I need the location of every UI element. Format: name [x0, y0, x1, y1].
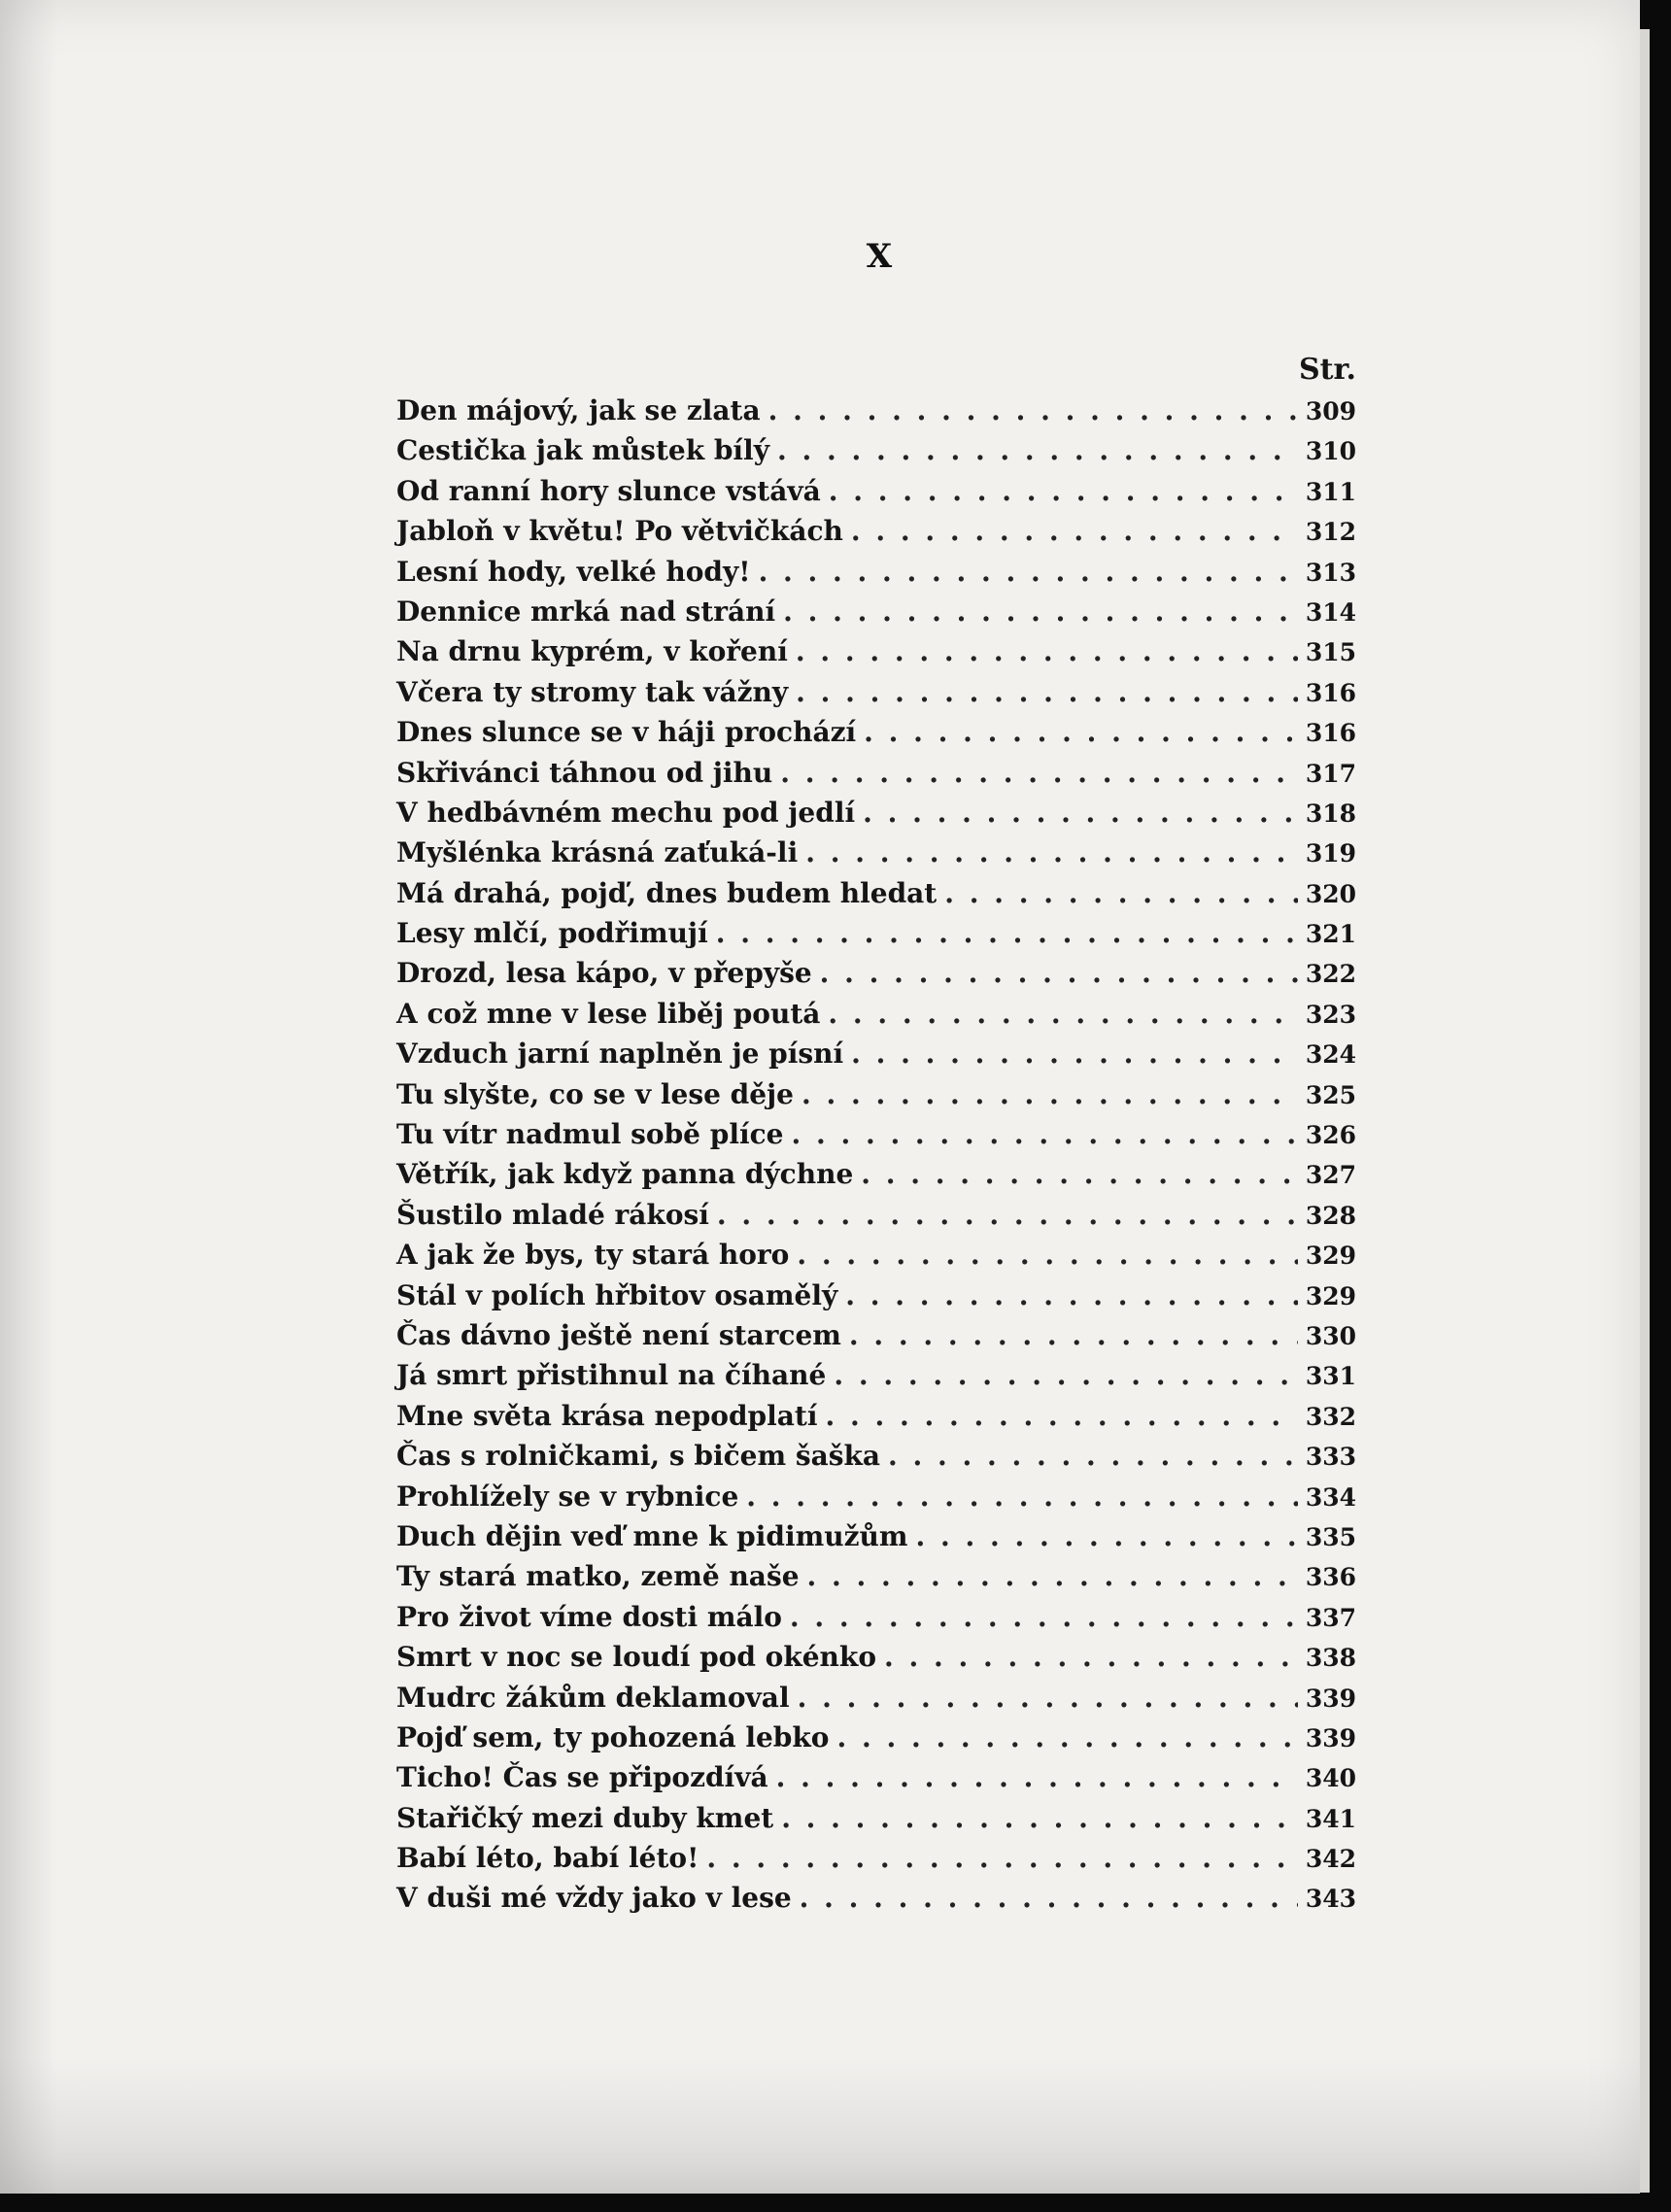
dot-leader — [746, 1477, 1298, 1516]
entry-page-number: 312 — [1305, 518, 1356, 547]
entry-title: A což mne v lese liběj poutá — [396, 997, 821, 1030]
entry-title: Tu vítr nadmul sobě plíce — [396, 1118, 784, 1151]
toc-entry — [396, 1798, 1356, 1838]
dot-leader — [780, 753, 1298, 793]
toc-entry — [396, 712, 1356, 752]
toc-entry — [396, 1678, 1356, 1718]
entry-page-number: 322 — [1305, 960, 1356, 989]
entry-page-number: 311 — [1305, 477, 1356, 506]
toc-entry — [396, 552, 1356, 592]
dot-leader — [884, 1637, 1298, 1677]
dot-leader — [798, 1678, 1298, 1718]
entry-page-number: 316 — [1305, 678, 1356, 707]
entry-page-number: 329 — [1305, 1242, 1356, 1271]
entry-page-number: 334 — [1305, 1482, 1356, 1512]
toc-entry — [396, 833, 1356, 872]
dot-leader — [864, 712, 1298, 752]
dot-leader — [851, 1034, 1298, 1073]
toc-entry — [396, 430, 1356, 470]
toc-entries — [396, 391, 1356, 1919]
dot-leader — [783, 592, 1298, 631]
entry-title: Pojď sem, ty pohozená lebko — [396, 1720, 830, 1753]
dot-leader — [836, 1718, 1298, 1757]
entry-page-number: 326 — [1305, 1121, 1356, 1150]
entry-page-number: 325 — [1305, 1080, 1356, 1109]
toc-entry — [396, 913, 1356, 953]
dot-leader — [828, 994, 1298, 1034]
page-column-header: Str. — [1298, 353, 1356, 387]
toc-entry — [396, 1718, 1356, 1757]
toc-entry — [396, 631, 1356, 671]
entry-page-number: 321 — [1305, 920, 1356, 949]
toc-entry — [396, 873, 1356, 913]
entry-title: Čas dávno ještě není starcem — [396, 1318, 841, 1351]
entry-page-number: 315 — [1305, 638, 1356, 667]
dot-leader — [820, 953, 1298, 993]
page-edge-strip — [1640, 29, 1650, 2193]
dot-leader — [777, 430, 1298, 470]
toc-entry — [396, 1516, 1356, 1556]
entry-title: Mne světa krása nepodplatí — [396, 1399, 818, 1432]
dot-leader — [790, 1597, 1298, 1637]
entry-page-number: 320 — [1305, 879, 1356, 908]
entry-title: Jabloň v květu! Po větvičkách — [396, 515, 843, 548]
entry-title: Drozd, lesa kápo, v přepyše — [396, 957, 812, 990]
entry-page-number: 318 — [1305, 799, 1356, 828]
dot-leader — [845, 1276, 1298, 1315]
entry-title: Lesní hody, velké hody! — [396, 555, 751, 588]
entry-title: Od ranní hory slunce vstává — [396, 474, 821, 507]
entry-page-number: 342 — [1305, 1845, 1356, 1874]
toc-entry — [396, 1235, 1356, 1275]
toc-entry — [396, 1195, 1356, 1235]
entry-title: Ty stará matko, země naše — [396, 1560, 800, 1593]
toc-entry — [396, 1074, 1356, 1114]
entry-title: Lesy mlčí, podřimují — [396, 917, 708, 950]
toc-entry — [396, 1757, 1356, 1797]
toc-entry — [396, 1477, 1356, 1516]
entry-page-number: 335 — [1305, 1522, 1356, 1551]
entry-title: Den májový, jak se zlata — [396, 394, 761, 426]
entry-title: A jak že bys, ty stará horo — [396, 1239, 790, 1272]
entry-page-number: 336 — [1305, 1563, 1356, 1592]
toc-entry — [396, 1396, 1356, 1436]
entry-title: Pro život víme dosti málo — [396, 1600, 782, 1633]
entry-title: Myšlénka krásná zaťuká-li — [396, 836, 799, 869]
toc-entry — [396, 1154, 1356, 1194]
entry-page-number: 343 — [1305, 1885, 1356, 1914]
dot-leader — [796, 631, 1298, 671]
entry-page-number: 339 — [1305, 1684, 1356, 1713]
dot-leader — [759, 552, 1298, 592]
entry-page-number: 331 — [1305, 1362, 1356, 1391]
entry-title: V hedbávném mechu pod jedlí — [396, 796, 856, 829]
toc-entry — [396, 1315, 1356, 1355]
entry-page-number: 319 — [1305, 839, 1356, 868]
toc-entry — [396, 1114, 1356, 1154]
toc-entry — [396, 1838, 1356, 1878]
dot-leader — [781, 1798, 1298, 1838]
entry-title: Dennice mrká nad strání — [396, 595, 776, 628]
entry-page-number: 340 — [1305, 1764, 1356, 1793]
entry-title: Cestička jak můstek bílý — [396, 434, 769, 467]
scan-border — [1640, 0, 1671, 2212]
entry-title: Ticho! Čas se připozdívá — [396, 1761, 768, 1794]
entry-title: Tu slyšte, co se v lese děje — [396, 1077, 794, 1110]
toc-entry — [396, 471, 1356, 511]
entry-page-number: 328 — [1305, 1201, 1356, 1230]
entry-page-number: 333 — [1305, 1443, 1356, 1472]
entry-page-number: 330 — [1305, 1321, 1356, 1350]
entry-page-number: 317 — [1305, 759, 1356, 788]
entry-title: V duši mé vždy jako v lese — [396, 1882, 792, 1915]
dot-leader — [849, 1315, 1298, 1355]
entry-page-number: 316 — [1305, 719, 1356, 748]
dot-leader — [834, 1355, 1298, 1395]
dot-leader — [801, 1074, 1298, 1114]
dot-leader — [944, 873, 1298, 913]
dot-leader — [797, 1235, 1298, 1275]
dot-leader — [888, 1436, 1298, 1476]
toc-entry — [396, 994, 1356, 1034]
entry-title: Vzduch jarní naplněn je písní — [396, 1038, 844, 1071]
entry-title: Já smrt přistihnul na číhané — [396, 1359, 827, 1392]
entry-title: Skřivánci táhnou od jihu — [396, 756, 773, 789]
entry-title: Dnes slunce se v háji prochází — [396, 716, 857, 749]
entry-title: Čas s rolničkami, s bičem šaška — [396, 1440, 881, 1473]
toc-entry — [396, 1276, 1356, 1315]
dot-leader — [851, 511, 1298, 551]
dot-leader — [861, 1154, 1298, 1194]
dot-leader — [717, 1195, 1298, 1235]
entry-page-number: 327 — [1305, 1161, 1356, 1190]
toc-entry — [396, 753, 1356, 793]
entry-title: Včera ty stromy tak vážny — [396, 675, 789, 708]
dot-leader — [776, 1757, 1298, 1797]
toc-entry — [396, 592, 1356, 631]
dot-leader — [796, 672, 1298, 712]
dot-leader — [915, 1516, 1298, 1556]
entry-title: Duch dějin veď mne k pidimužům — [396, 1519, 908, 1552]
toc-entry — [396, 1878, 1356, 1918]
entry-page-number: 341 — [1305, 1804, 1356, 1833]
entry-title: Šustilo mladé rákosí — [396, 1198, 709, 1231]
entry-page-number: 329 — [1305, 1281, 1356, 1310]
entry-title: Prohlížely se v rybnice — [396, 1480, 739, 1513]
toc-entry — [396, 1637, 1356, 1677]
toc-entry — [396, 793, 1356, 833]
entry-page-number: 309 — [1305, 397, 1356, 425]
entry-title: Stál v polích hřbitov osamělý — [396, 1278, 838, 1311]
entry-title: Babí léto, babí léto! — [396, 1842, 699, 1875]
dot-leader — [768, 391, 1298, 430]
toc-entry — [396, 1436, 1356, 1476]
entry-title: Má drahá, pojď, dnes budem hledat — [396, 876, 938, 909]
entry-title: Na drnu kyprém, v koření — [396, 635, 788, 668]
toc-entry — [396, 1597, 1356, 1637]
dot-leader — [805, 833, 1298, 872]
entry-page-number: 339 — [1305, 1723, 1356, 1753]
entry-page-number: 332 — [1305, 1402, 1356, 1431]
entry-title: Mudrc žákům deklamoval — [396, 1681, 790, 1714]
entry-title: Stařičký mezi duby kmet — [396, 1801, 774, 1834]
dot-leader — [706, 1838, 1298, 1878]
toc-entry — [396, 391, 1356, 430]
entry-page-number: 313 — [1305, 558, 1356, 587]
toc-entry — [396, 1556, 1356, 1596]
entry-page-number: 338 — [1305, 1644, 1356, 1673]
dot-leader — [829, 471, 1298, 511]
table-of-contents — [396, 350, 1356, 1919]
toc-entry — [396, 1034, 1356, 1073]
dot-leader — [800, 1878, 1298, 1918]
page-numeral: X — [866, 237, 893, 276]
dot-leader — [825, 1396, 1298, 1436]
toc-entry — [396, 511, 1356, 551]
dot-leader — [807, 1556, 1298, 1596]
toc-entry — [396, 672, 1356, 712]
entry-page-number: 314 — [1305, 597, 1356, 627]
toc-entry — [396, 953, 1356, 993]
dot-leader — [863, 793, 1298, 833]
toc-entry — [396, 1355, 1356, 1395]
dot-leader — [716, 913, 1298, 953]
entry-page-number: 323 — [1305, 1000, 1356, 1029]
entry-page-number: 310 — [1305, 437, 1356, 466]
entry-title: Smrt v noc se loudí pod okénko — [396, 1641, 876, 1674]
entry-title: Větřík, jak když panna dýchne — [396, 1158, 854, 1191]
entry-page-number: 324 — [1305, 1040, 1356, 1070]
dot-leader — [791, 1114, 1298, 1154]
entry-page-number: 337 — [1305, 1603, 1356, 1632]
